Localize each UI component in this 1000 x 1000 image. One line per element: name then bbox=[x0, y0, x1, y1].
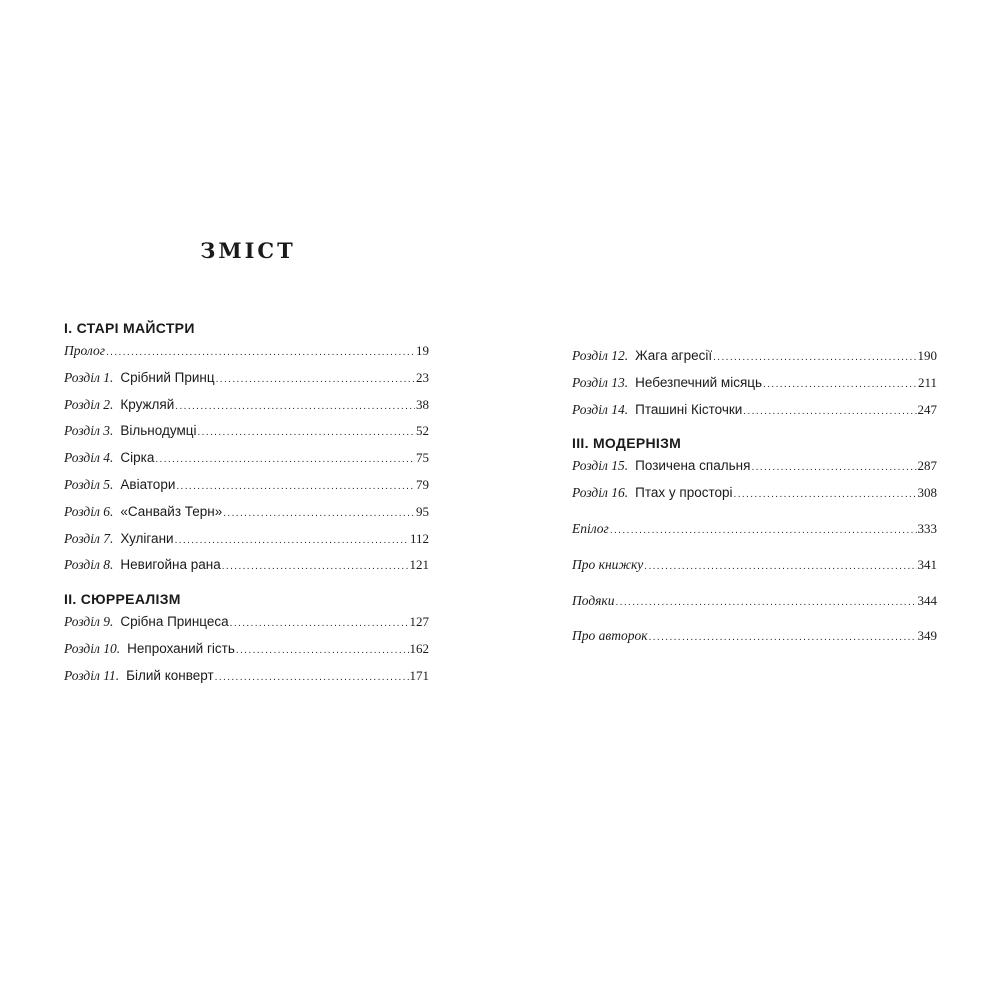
toc-entry-leader-dots bbox=[734, 482, 917, 509]
toc-entry-prefix: Розділ 9. bbox=[64, 614, 114, 630]
toc-entry[interactable] bbox=[572, 516, 937, 543]
toc-entry-leader-dots bbox=[616, 590, 917, 617]
toc-entry-title: Хулігани bbox=[120, 530, 174, 546]
toc-entry-label bbox=[64, 663, 214, 690]
toc-entry-page-number: 95 bbox=[416, 503, 429, 519]
toc-entry-prefix: Розділ 2. bbox=[64, 396, 114, 412]
toc-entry-title: «Санвайз Терн» bbox=[120, 503, 223, 519]
part-entries-old-masters bbox=[64, 338, 429, 579]
toc-entry-label bbox=[572, 397, 742, 424]
toc-entry-title: Срібний Принц bbox=[120, 369, 215, 385]
toc-entry-label bbox=[64, 365, 215, 392]
toc-entry-label bbox=[64, 338, 105, 365]
toc-entry-label bbox=[572, 552, 643, 579]
toc-entry-prefix: Розділ 4. bbox=[64, 450, 114, 466]
toc-entry-prefix: Розділ 6. bbox=[64, 503, 114, 519]
toc-entry-leader-dots bbox=[175, 394, 415, 421]
part-entries-surrealism bbox=[64, 609, 429, 689]
toc-entry[interactable] bbox=[572, 480, 937, 507]
toc-entry-page-number: 341 bbox=[917, 556, 937, 572]
toc-entry-leader-dots bbox=[222, 554, 409, 581]
toc-entry-title: Кружляй bbox=[120, 396, 175, 412]
toc-entry-prefix: Пролог bbox=[64, 343, 105, 358]
toc-entry[interactable] bbox=[572, 370, 937, 397]
toc-entry-title: Авіатори bbox=[120, 476, 176, 492]
toc-entry[interactable] bbox=[64, 445, 429, 472]
toc-entry-leader-dots bbox=[236, 638, 409, 665]
toc-entry-page-number: 287 bbox=[917, 458, 937, 474]
toc-entry[interactable] bbox=[572, 623, 937, 650]
toc-entry[interactable] bbox=[64, 472, 429, 499]
toc-entry-label bbox=[572, 623, 648, 650]
toc-entry-title: Непроханий гість bbox=[127, 640, 235, 656]
toc-entry-leader-dots bbox=[763, 372, 917, 399]
toc-entry-title: Птах у просторі bbox=[635, 485, 733, 501]
toc-entry-title: Жага агресії bbox=[635, 348, 713, 363]
toc-entry-leader-dots bbox=[649, 625, 917, 652]
toc-entry-page-number: 79 bbox=[416, 476, 429, 492]
toc-entry-label bbox=[572, 516, 609, 543]
toc-entry-label bbox=[64, 526, 174, 553]
toc-entry-title: Небезпечний місяць bbox=[635, 374, 763, 390]
toc-entry-prefix: Розділ 13. bbox=[572, 374, 629, 390]
toc-entry-page-number: 162 bbox=[409, 640, 429, 656]
toc-entry[interactable] bbox=[64, 365, 429, 392]
toc-entry-prefix: Розділ 12. bbox=[572, 348, 629, 363]
toc-entry-page-number: 344 bbox=[917, 592, 937, 608]
toc-entry-leader-dots bbox=[713, 345, 916, 372]
toc-entry[interactable] bbox=[572, 588, 937, 615]
toc-entry-leader-dots bbox=[155, 447, 415, 474]
toc-entry[interactable] bbox=[64, 552, 429, 579]
toc-entry[interactable] bbox=[572, 453, 937, 480]
toc-entry-prefix: Розділ 11. bbox=[64, 667, 120, 683]
toc-entry-title: Сірка bbox=[120, 450, 155, 466]
toc-entry-leader-dots bbox=[644, 554, 916, 581]
toc-entry-label bbox=[572, 343, 712, 370]
toc-entry-label bbox=[64, 418, 196, 445]
toc-entry-title: Пташині Кісточки bbox=[635, 401, 743, 417]
toc-entry-title: Вільнодумці bbox=[120, 423, 197, 439]
toc-entry-page-number: 52 bbox=[416, 423, 429, 439]
toc-entry-prefix: Розділ 16. bbox=[572, 485, 629, 501]
toc-entry-page-number: 75 bbox=[416, 450, 429, 466]
toc-entry[interactable] bbox=[572, 343, 937, 370]
toc-entry[interactable] bbox=[64, 499, 429, 526]
toc-entry-leader-dots bbox=[230, 611, 409, 638]
part-entries-surrealism-continued bbox=[572, 343, 937, 423]
toc-entry-label bbox=[64, 499, 222, 526]
toc-entry-page-number: 121 bbox=[409, 557, 429, 573]
toc-entry-leader-dots bbox=[216, 367, 415, 394]
toc-entry[interactable] bbox=[64, 526, 429, 553]
toc-entry-prefix: Про книжку bbox=[572, 556, 644, 572]
part-entries-modernism bbox=[572, 453, 937, 507]
toc-entry-leader-dots bbox=[197, 420, 415, 447]
toc-entry-label bbox=[64, 472, 175, 499]
toc-entry[interactable] bbox=[64, 609, 429, 636]
toc-entry-page-number: 127 bbox=[409, 614, 429, 630]
toc-left-column bbox=[64, 318, 429, 690]
page-title: ЗМІСТ bbox=[200, 238, 296, 263]
toc-entry-leader-dots bbox=[106, 340, 415, 367]
toc-entry-title: Білий конверт bbox=[126, 667, 214, 683]
toc-entry-prefix: Розділ 7. bbox=[64, 530, 114, 546]
toc-entry-prefix: Розділ 15. bbox=[572, 458, 629, 474]
toc-entry[interactable] bbox=[64, 418, 429, 445]
toc-entry-prefix: Розділ 1. bbox=[64, 369, 114, 385]
toc-entry-label bbox=[572, 453, 750, 480]
toc-entry-title: Позичена спальня bbox=[635, 458, 751, 474]
toc-entry-page-number: 112 bbox=[409, 530, 429, 546]
toc-entry-page-number: 190 bbox=[917, 348, 937, 363]
toc-entry-leader-dots bbox=[751, 455, 916, 482]
toc-entry-page-number: 333 bbox=[917, 520, 937, 536]
toc-entry-leader-dots bbox=[223, 501, 415, 528]
toc-entry-label bbox=[572, 588, 615, 615]
part-heading-old-masters: I. СТАРІ МАЙСТРИ bbox=[64, 320, 195, 336]
back-matter-entries bbox=[572, 516, 937, 650]
toc-right-column bbox=[572, 343, 937, 650]
toc-entry-prefix: Розділ 14. bbox=[572, 401, 629, 417]
toc-entry-prefix: Епілог bbox=[572, 520, 609, 536]
toc-entry-title: Невигойна рана bbox=[120, 557, 221, 573]
toc-entry-page-number: 211 bbox=[917, 374, 937, 390]
part-heading-modernism: III. МОДЕРНІЗМ bbox=[572, 435, 682, 452]
toc-entry-prefix: Подяки bbox=[572, 592, 615, 608]
toc-entry-leader-dots bbox=[610, 518, 917, 545]
toc-entry[interactable] bbox=[64, 392, 429, 419]
toc-entry[interactable] bbox=[572, 397, 937, 424]
toc-entry-page-number: 308 bbox=[917, 485, 937, 501]
toc-entry[interactable] bbox=[64, 338, 429, 365]
toc-entry-label bbox=[64, 392, 174, 419]
toc-entry-label bbox=[64, 636, 235, 663]
toc-entry-leader-dots bbox=[215, 665, 409, 692]
toc-entry-prefix: Про авторок bbox=[572, 628, 648, 644]
toc-entry[interactable] bbox=[64, 636, 429, 663]
toc-entry-page-number: 247 bbox=[917, 401, 937, 417]
toc-entry-page-number: 23 bbox=[416, 369, 429, 385]
toc-entry-page-number: 38 bbox=[416, 396, 429, 412]
toc-entry-page-number: 171 bbox=[409, 667, 429, 683]
toc-entry-prefix: Розділ 5. bbox=[64, 476, 114, 492]
toc-entry-page-number: 19 bbox=[416, 343, 429, 358]
toc-entry-label bbox=[572, 480, 733, 507]
toc-entry-prefix: Розділ 8. bbox=[64, 557, 114, 573]
toc-entry[interactable] bbox=[64, 663, 429, 690]
toc-entry-label bbox=[64, 609, 229, 636]
toc-entry-label bbox=[572, 370, 762, 397]
toc-entry-label bbox=[64, 445, 154, 472]
toc-entry-page-number: 349 bbox=[917, 628, 937, 644]
toc-entry-prefix: Розділ 3. bbox=[64, 423, 114, 439]
toc-entry-leader-dots bbox=[176, 474, 415, 501]
toc-entry-label bbox=[64, 552, 221, 579]
toc-entry-title: Срібна Принцеса bbox=[120, 614, 229, 630]
toc-entry-leader-dots bbox=[743, 399, 916, 426]
toc-entry[interactable] bbox=[572, 552, 937, 579]
part-heading-surrealism: II. СЮРРЕАЛІЗМ bbox=[64, 591, 181, 608]
toc-entry-prefix: Розділ 10. bbox=[64, 640, 121, 656]
toc-entry-leader-dots bbox=[175, 528, 409, 555]
